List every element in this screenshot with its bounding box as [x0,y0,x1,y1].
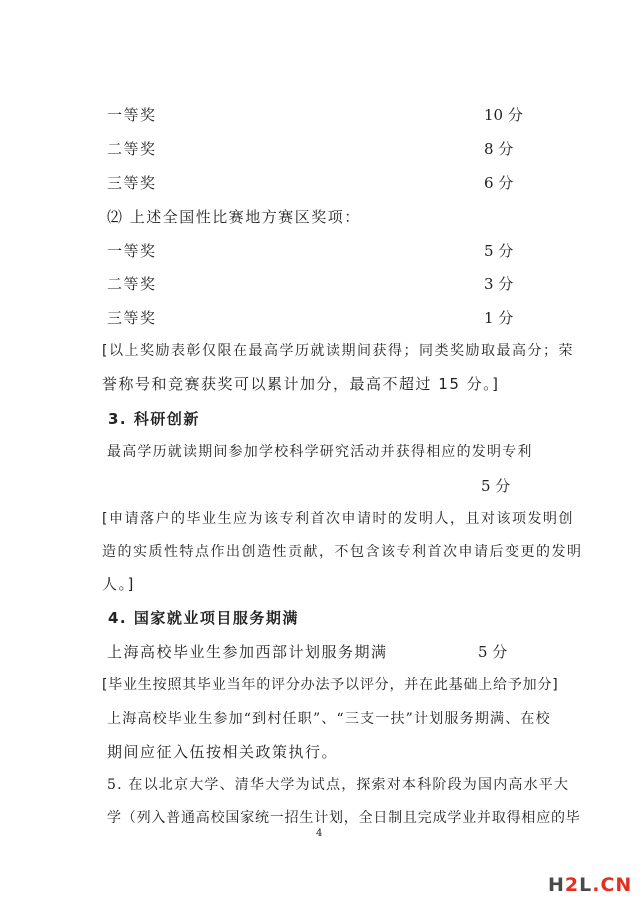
section-4-paragraph-line: 上海高校毕业生参加“到村任职”、“三支一扶”计划服务期满、在校 [107,711,551,727]
award-score: 6 分 [484,174,514,192]
page-number: 4 [316,828,323,839]
section-3-note-line: [申请落户的毕业生应为该专利首次申请时的发明人，且对该项发明创 [102,511,574,527]
award-score: 1 分 [484,309,514,327]
award-label: 三等奖 [107,174,157,192]
section-4-heading: 4. 国家就业项目服务期满 [108,609,299,627]
section-3-body: 最高学历就读期间参加学校科学研究活动并获得相应的发明专利 [107,444,533,460]
regional-awards-heading: ⑵ 上述全国性比赛地方赛区奖项： [107,208,361,226]
watermark-2: 2 [564,874,580,896]
award-score: 3 分 [484,275,514,293]
section-3-note-line: 人。] [102,575,135,593]
section-3-note-line: 造的实质性特点作出创造性贡献，不包含该专利首次申请后变更的发明 [102,544,583,560]
section-5-line: 学（列入普通高校国家统一招生计划，全日制且完成学业并取得相应的毕 [107,810,581,826]
section-4-score: 5 分 [478,643,508,661]
award-score: 5 分 [484,242,514,260]
award-label: 一等奖 [107,242,157,260]
award-label: 三等奖 [107,309,157,327]
award-label: 二等奖 [107,275,157,293]
watermark-dot: . [592,874,601,896]
section-4-paragraph-line: 期间应征入伍按相关政策执行。 [107,743,339,761]
section-4-body: 上海高校毕业生参加西部计划服务期满 [107,643,388,661]
award-label: 一等奖 [107,106,157,124]
section-4-note: [毕业生按照其毕业当年的评分办法予以评分，并在此基础上给予加分] [102,677,559,693]
award-score: 10 分 [484,106,523,124]
watermark-h: H [548,874,565,896]
section-3-score: 5 分 [481,477,511,495]
watermark-cn: CN [600,874,633,896]
watermark-l: L [579,874,593,896]
award-score: 8 分 [484,140,514,158]
site-watermark-logo [548,874,632,896]
awards-note-line: [以上奖励表彰仅限在最高学历就读期间获得；同类奖励取最高分；荣 [102,343,574,359]
awards-note-line: 誉称号和竞赛获奖可以累计加分，最高不超过 15 分。] [102,375,500,393]
award-label: 二等奖 [107,140,157,158]
section-3-heading: 3. 科研创新 [108,410,200,428]
section-5-line: 5. 在以北京大学、清华大学为试点，探索对本科阶段为国内高水平大 [107,777,570,793]
